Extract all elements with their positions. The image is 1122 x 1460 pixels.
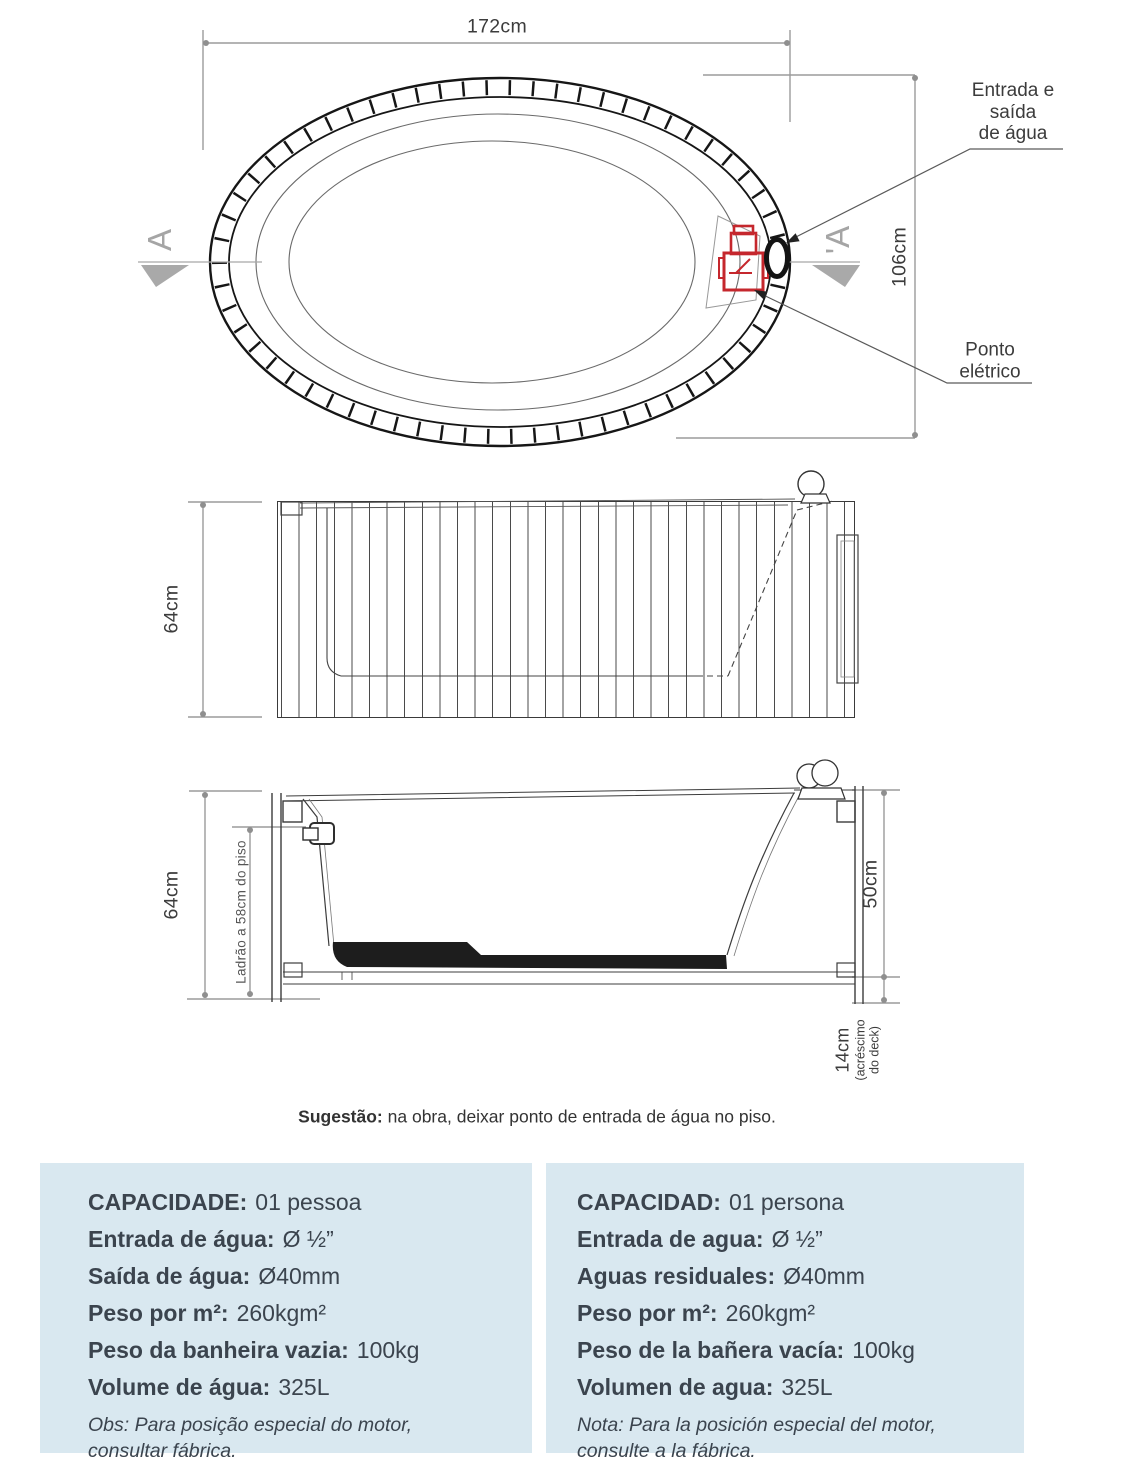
spec-row-capacity: [577, 1184, 1014, 1221]
dim-label-section-64cm: 64cm: [160, 870, 183, 920]
dim-label-deck-14cm-block: [833, 1019, 882, 1080]
dim-label-depth-50cm: 50cm: [859, 859, 882, 909]
side-view-skirt-panel: [837, 535, 858, 683]
spec-label: Entrada de água:: [88, 1226, 275, 1252]
spec-label: Peso por m²:: [88, 1300, 229, 1326]
water-inlet-outlet-fitting: [767, 240, 788, 277]
spec-box-portuguese: [40, 1163, 532, 1460]
overflow-drain-pipe: [303, 828, 318, 840]
spec-row-water-volume: [577, 1369, 1014, 1406]
spec-label: Volume de água:: [88, 1374, 271, 1400]
spec-value: 260kgm²: [725, 1300, 816, 1326]
section-marker-a-left: A: [141, 228, 178, 252]
side-view-rim-lines: [300, 499, 795, 508]
spec-row-empty-weight: [577, 1332, 1014, 1369]
dimension-end-dots: [202, 790, 887, 1003]
spec-value: 100kg: [356, 1337, 420, 1363]
section-marker-a-right: 'A: [819, 225, 856, 255]
suggestion-text: na obra, deixar ponto de entrada de água no piso.: [382, 1106, 776, 1127]
dim-label-height-106cm: 106cm: [888, 226, 911, 288]
spec-value: 260kgm²: [236, 1300, 327, 1326]
spec-row-water-inlet: [88, 1221, 522, 1258]
spec-row-water-inlet: [577, 1221, 1014, 1258]
side-view-dimension-lines: [188, 502, 262, 717]
spec-label: CAPACIDAD:: [577, 1189, 721, 1215]
spec-label: Aguas residuales:: [577, 1263, 776, 1289]
spec-label: Peso por m²:: [577, 1300, 718, 1326]
spec-row-weight-m2: [577, 1295, 1014, 1332]
dim-label-width-172cm: 172cm: [466, 15, 528, 38]
spec-label: Volumen de agua:: [577, 1374, 774, 1400]
spec-value: 01 pessoa: [255, 1189, 362, 1215]
spec-row-capacity: [88, 1184, 522, 1221]
spec-value: 100kg: [852, 1337, 915, 1363]
section-arrow-left: [141, 265, 189, 287]
side-view-drawing: [188, 471, 858, 717]
spec-box-spanish: [546, 1163, 1024, 1460]
inlet-label-line3: de água: [978, 122, 1048, 144]
spec-label: Entrada de agua:: [577, 1226, 764, 1252]
electric-label-line2: elétrico: [959, 361, 1021, 382]
spec-value: 01 persona: [728, 1189, 845, 1215]
spec-label: Peso da banheira vazia:: [88, 1337, 349, 1363]
inlet-label-line1: Entrada e: [971, 79, 1055, 101]
inlet-label-line2: saída: [989, 101, 1037, 123]
faucet-base: [798, 788, 845, 799]
suggestion-note: [298, 1107, 776, 1128]
spec-note-line1: Obs: Para posição especial do motor,: [88, 1414, 413, 1436]
dim-label-deck-14cm: 14cm: [832, 1027, 853, 1073]
dim-label-overflow-height: Ladrão a 58cm do piso: [233, 840, 249, 984]
spec-note-line2: consultar fábrica.: [88, 1440, 237, 1460]
inlet-outlet-label: [972, 80, 1054, 145]
spec-value: 325L: [781, 1374, 833, 1400]
faucet-knob: [798, 471, 824, 497]
side-view-inner-profile: [327, 501, 833, 676]
suggestion-label: Sugestão:: [298, 1106, 383, 1127]
electric-point-label: [959, 340, 1020, 383]
electric-label-line1: Ponto: [965, 339, 1015, 361]
spec-row-weight-m2: [88, 1295, 522, 1332]
spec-value: 325L: [278, 1374, 330, 1400]
dim-label-side-64cm: 64cm: [160, 584, 183, 634]
spec-label: Peso de la bañera vacía:: [577, 1337, 845, 1363]
spec-label: CAPACIDADE:: [88, 1189, 248, 1215]
section-arrow-right: [812, 265, 860, 287]
spec-value: Ø40mm: [783, 1263, 865, 1289]
side-view-skirt-panel-inner: [841, 541, 854, 677]
faucet-knob-right: [812, 760, 838, 786]
spec-row-empty-weight: [88, 1332, 522, 1369]
spec-note-es: [577, 1412, 1014, 1460]
top-view-drawing: [138, 30, 1063, 446]
tub-bottom-section: [333, 942, 727, 969]
spec-row-waste-water: [577, 1258, 1014, 1295]
spec-value: Ø ½”: [771, 1226, 823, 1252]
spec-note-line2: consulte a la fábrica.: [577, 1440, 756, 1460]
cross-section-structure: [272, 786, 863, 1004]
spec-note-line1: Nota: Para la posición especial del motor,: [577, 1414, 936, 1436]
faucet-base: [801, 494, 830, 503]
side-view-overflow-detail: [281, 502, 302, 515]
spec-value: Ø40mm: [258, 1263, 341, 1289]
spec-row-water-outlet: [88, 1258, 522, 1295]
spec-value: Ø ½”: [282, 1226, 334, 1252]
cross-section-drawing: [187, 760, 900, 1004]
deck-note-line2: do deck): [867, 1026, 882, 1074]
deck-note-line1: (acréscimo: [853, 1019, 868, 1081]
tub-basin-edge: [289, 141, 695, 383]
spec-note-pt: [88, 1412, 522, 1460]
spec-row-water-volume: [88, 1369, 522, 1406]
spec-label: Saída de água:: [88, 1263, 251, 1289]
